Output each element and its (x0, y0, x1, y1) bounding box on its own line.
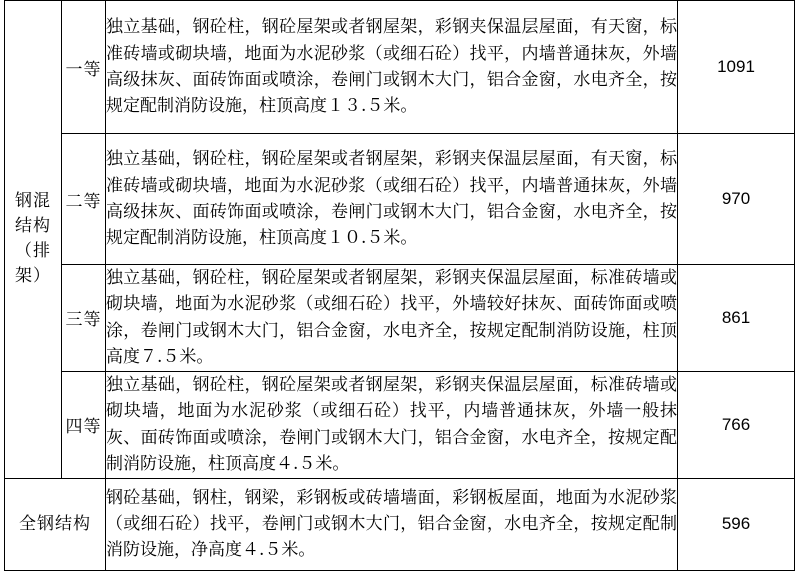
structure-type-cell (5, 1, 62, 479)
price-cell: 861 (678, 265, 795, 372)
price-cell: 766 (678, 371, 795, 478)
grade-cell: 三等 (62, 265, 106, 372)
description-cell: 钢砼基础，钢柱，钢梁，彩钢板或砖墙墙面，彩钢板屋面，地面为水泥砂浆（或细石砼）找平，卷闸门或钢木大门，铝合金窗，水电齐全，按规定配制消防设施，净高度４.５米。 (106, 478, 678, 570)
grade-cell: 二等 (62, 134, 106, 265)
description-cell: 独立基础，钢砼柱，钢砼屋架或者钢屋架，彩钢夹保温层屋面，标准砖墙或砌块墙，地面为水泥砂浆（或细石砼）找平，内墙普通抹灰，外墙一般抹灰、面砖饰面或喷涂，卷闸门或钢木大门，铝合金窗，水电齐全，按规定配制消防设施，柱顶高度４.５米。 (106, 371, 678, 478)
description-cell: 独立基础，钢砼柱，钢砼屋架或者钢屋架，彩钢夹保温层屋面，有天窗，标准砖墙或砌块墙，地面为水泥砂浆（或细石砼）找平，内墙普通抹灰，外墙高级抹灰、面砖饰面或喷涂，卷闸门或钢木大门，铝合金窗，水电齐全，按规定配制消防设施，柱顶高度１３.５米。 (106, 1, 678, 134)
description-cell: 独立基础，钢砼柱，钢砼屋架或者钢屋架，彩钢夹保温层屋面，有天窗，标准砖墙或砌块墙，地面为水泥砂浆（或细石砼）找平，内墙普通抹灰，外墙高级抹灰、面砖饰面或喷涂，卷闸门或钢木大门，铝合金窗，水电齐全，按规定配制消防设施，柱顶高度１０.５米。 (106, 134, 678, 265)
grade-cell: 四等 (62, 371, 106, 478)
table-row (5, 371, 795, 478)
price-cell: 1091 (678, 1, 795, 134)
building-cost-table (4, 0, 795, 571)
grade-cell: 一等 (62, 1, 106, 134)
table-row (5, 1, 795, 134)
price-cell: 596 (678, 478, 795, 570)
table-row (5, 134, 795, 265)
table-row (5, 265, 795, 372)
structure-type-label: 钢混结构（排架） (15, 191, 51, 287)
price-cell: 970 (678, 134, 795, 265)
structure-type-cell: 全钢结构 (5, 478, 106, 570)
description-cell: 独立基础，钢砼柱，钢砼屋架或者钢屋架，彩钢夹保温层屋面，标准砖墙或砌块墙，地面为水泥砂浆（或细石砼）找平，外墙较好抹灰、面砖饰面或喷涂，卷闸门或钢木大门，铝合金窗，水电齐全，按规定配制消防设施，柱顶高度７.５米。 (106, 265, 678, 372)
table-row (5, 478, 795, 570)
